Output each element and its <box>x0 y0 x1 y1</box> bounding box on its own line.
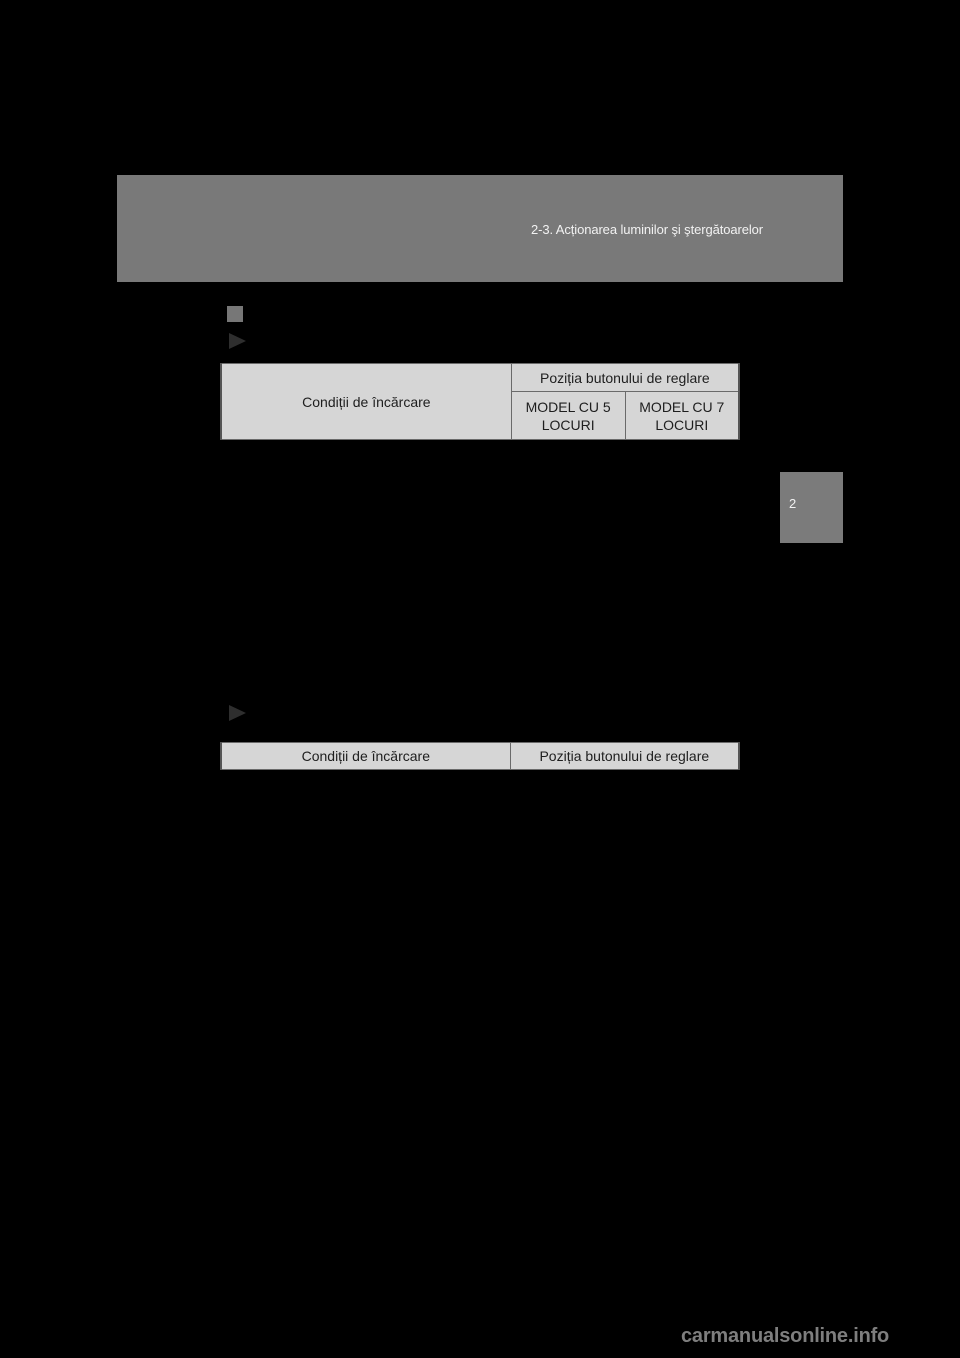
subheader-7-seat-model: MODEL CU 7 LOCURI <box>625 392 739 440</box>
subheader-5-seat-model: MODEL CU 5 LOCURI <box>511 392 625 440</box>
header-knob-position: Poziția butonului de reglare <box>510 743 739 770</box>
headlight-leveling-table-1 <box>220 363 740 440</box>
page-header-band <box>117 175 843 282</box>
header-knob-position: Poziția butonului de reglare <box>511 364 739 392</box>
headlight-leveling-table-2 <box>220 742 740 770</box>
triangle-bullet-icon <box>229 333 246 349</box>
chapter-tab <box>780 472 843 543</box>
square-bullet-icon <box>227 306 243 322</box>
chapter-number: 2 <box>789 496 797 511</box>
header-loading-conditions: Condiții de încărcare <box>221 364 511 440</box>
site-watermark: carmanualsonline.info <box>681 1325 890 1347</box>
triangle-bullet-icon <box>229 705 246 721</box>
header-loading-conditions: Condiții de încărcare <box>221 743 510 770</box>
section-title: 2-3. Acționarea luminilor şi ştergătoarelor <box>531 222 763 237</box>
